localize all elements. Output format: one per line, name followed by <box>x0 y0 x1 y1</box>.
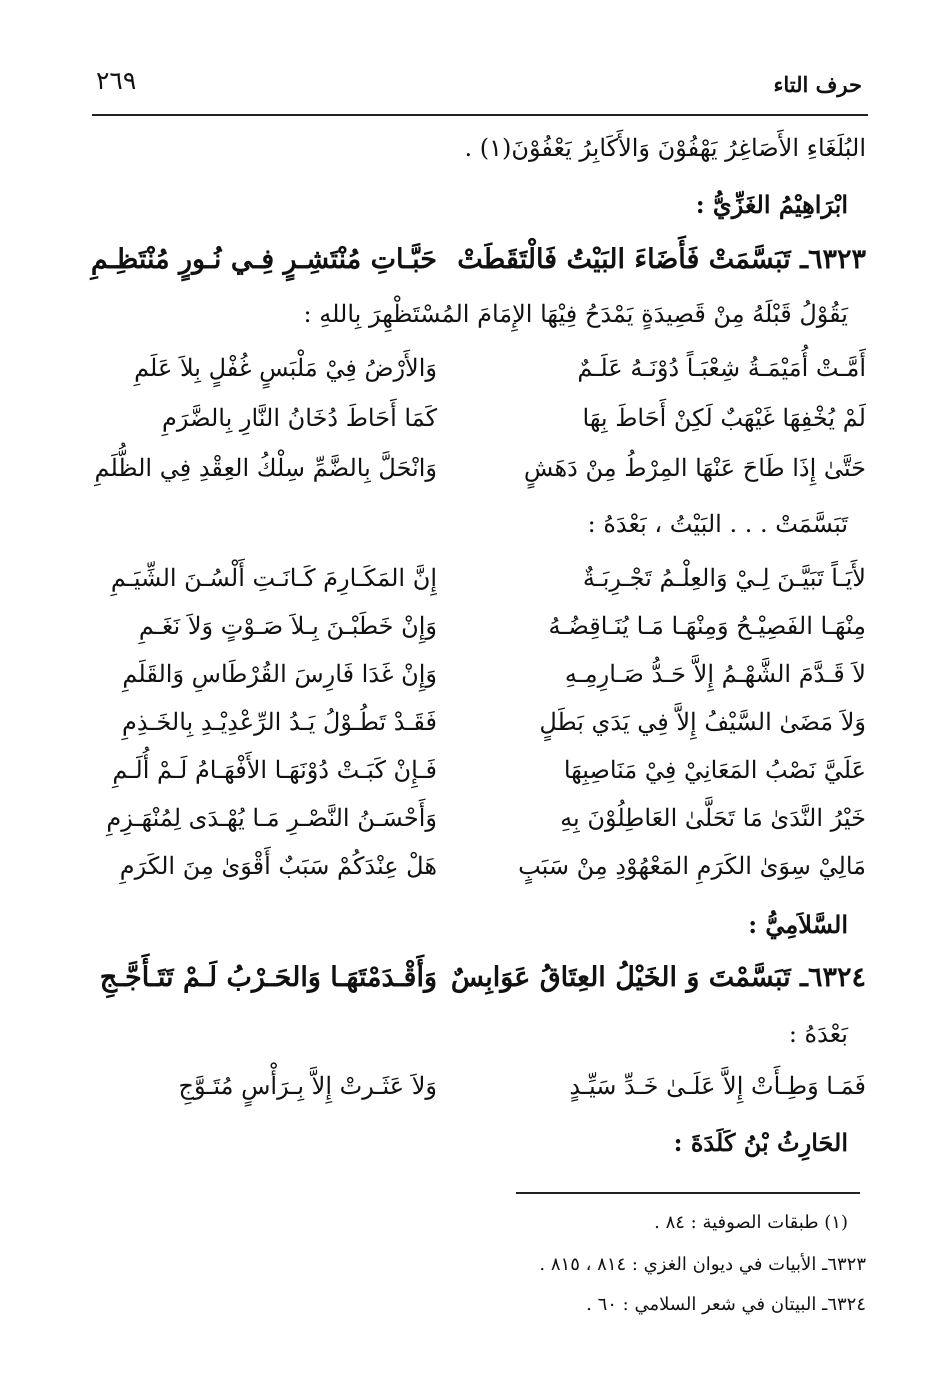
entry-6323-hemistich-1: ٦٣٢٣ـ تَبَسَّمَتْ فَأَضَاءَ البَيْتُ فَالْتَقَطَتْ <box>457 244 866 275</box>
entry-6324-hemistich-1: ٦٣٢٤ـ تَبَسَّمْتَ وَ الخَيْلُ العِتَاقُ عَوَابِسٌ <box>450 962 866 993</box>
footnote: (١) طبقات الصوفية : ٨٤ . <box>654 1212 848 1233</box>
verse-hemistich-1: خَيْرُ النَّدَىٰ مَا تَحَلَّىٰ العَاطِلُوْنَ بِهِ <box>560 804 866 832</box>
verse-row <box>92 454 866 494</box>
verse-hemistich-1: عَلَيَّ نَصْبُ المَعَانِيْ فِيْ مَنَاصِبِهَا <box>563 756 866 784</box>
entry-6323-hemistich-2: حَبَّـاتِ مُنْتَشِـرٍ فِـي نُـورٍ مُنْتَظِـمِ <box>90 244 437 275</box>
verse-hemistich-1: فَمَـا وَطِـأَتْ إِلاَّ عَلَـىٰ خَـدِّ سَيِّـدٍ <box>569 1072 866 1100</box>
verse-row <box>92 404 866 444</box>
verse-hemistich-2: كَمَا أَحَاطَ دُخَانُ النَّارِ بِالضَّرَمِ <box>162 404 437 432</box>
verse-hemistich-1: مِنْهَـا الفَصِيْـحُ وَمِنْهَـا مَـا يُنَـاقِضُـهُ <box>548 612 866 640</box>
verse-hemistich-2: هَلْ عِنْدَكُمْ سَبَبٌ أَقْوَىٰ مِنَ الكَرَمِ <box>119 852 437 880</box>
verse-hemistich-2: إِنَّ المَكَـارِمَ كَـانَـتِ أَلْسُـنَ الشِّيَـمِ <box>110 564 437 592</box>
entry-6323 <box>92 244 866 284</box>
intro-6323: يَقُوْلُ قَبْلَهُ مِنْ قَصِيدَةٍ يَمْدَحُ فِيْهَا الإِمَامَ المُسْتَظْهِرَ بِاللهِ : <box>303 300 848 328</box>
verse-row <box>92 1072 866 1112</box>
verse-hemistich-2: وَأَحْسَـنُ النَّصْـرِ مَـا يُهْـدَى لِمُنْهَـزِمِ <box>106 804 437 832</box>
verse-hemistich-2: فَـإِنْ كَبَـتْ دُوْنَهَـا الأَفْهَـامُ لَـمْ أُلَـمِ <box>112 756 437 784</box>
entry-6324-hemistich-2: وَأَقْـدَمْتَهَـا وَالحَـرْبُ لَـمْ تَتَـأَجَّـجِ <box>99 962 437 993</box>
verse-hemistich-1: أَمَّـتْ أُمَيْمَـةُ شِعْبَـاً دُوْنَـهُ عَلَـمٌ <box>577 354 866 382</box>
poet-heading-harith: الحَارِثُ بْنُ كَلَدَةَ : <box>673 1128 848 1157</box>
after-6324-note: بَعْدَهُ : <box>788 1020 848 1048</box>
after-note: تَبَسَّمَتْ . . . البَيْتُ ، بَعْدَهُ : <box>587 510 848 538</box>
verse-row <box>92 564 866 604</box>
verse-hemistich-2: وَإِنْ غَدَا فَارِسَ القُرْطَاسِ وَالقَلَمِ <box>122 660 437 688</box>
verse-hemistich-2: وَانْحَلَّ بِالضَّمِّ سِلْكُ العِقْدِ فِي الظُّلَمِ <box>94 454 437 482</box>
verse-row <box>92 354 866 394</box>
verse-hemistich-1: لَمْ يُخْفِهَا غَيْهَبٌ لَكِنْ أَحَاطَ بِهَا <box>582 404 866 432</box>
header-rule <box>92 114 868 116</box>
running-header-title: حرف التاء <box>773 72 862 97</box>
entry-6324 <box>92 962 866 1002</box>
verse-row <box>92 708 866 748</box>
verse-hemistich-2: وَإِنْ خَطَبْـنَ بِـلاَ صَـوْتٍ وَلاَ نَغَـمِ <box>138 612 437 640</box>
verse-hemistich-1: لأَيَـاً تَبَيَّـنَ لِـيْ وَالعِلْـمُ تَجْـرِبَـةٌ <box>582 564 866 592</box>
verse-row <box>92 660 866 700</box>
verse-hemistich-1: لاَ قَـدَّمَ الشَّهْـمُ إِلاَّ حَـدُّ صَـارِمِـهِ <box>564 660 866 688</box>
footnote: ٦٣٢٣ـ الأبيات في ديوان الغزي : ٨١٤ ، ٨١٥ . <box>539 1254 866 1275</box>
verse-hemistich-1: وَلاَ مَضَىٰ السَّيْفُ إِلاَّ فِي يَدَي بَطَلٍ <box>539 708 866 736</box>
opening-line: البُلَغَاءِ الأَصَاغِرُ يَهْفُوْنَ وَالأَكَابِرُ يَعْفُوْنَ(١) . <box>464 134 866 162</box>
footnote: ٦٣٢٤ـ البيتان في شعر السلامي : ٦٠ . <box>586 1294 866 1315</box>
page-number: ٢٦٩ <box>96 66 137 95</box>
verse-hemistich-1: حَتَّىٰ إِذَا طَاحَ عَنْهَا المِرْطُ مِنْ دَهَشٍ <box>523 454 866 482</box>
poet-heading-ghazzi: ابْرَاهِيْمُ الغَزِّيُّ : <box>695 190 848 219</box>
verse-hemistich-2: فَقَـدْ تَطُـوْلُ يَـدُ الرِّعْدِيْـدِ بِالخَـذِمِ <box>121 708 437 736</box>
poet-heading-salami: السَّلاَمِيُّ : <box>748 910 848 939</box>
verse-row <box>92 612 866 652</box>
verse-row <box>92 804 866 844</box>
footnote-rule <box>516 1192 860 1194</box>
verse-hemistich-2: وَلاَ عَثَـرتْ إِلاَّ بِـرَأْسٍ مُتَـوَّجِ <box>178 1072 437 1100</box>
verse-hemistich-1: مَالِيْ سِوَىٰ الكَرَمِ المَعْهُوْدِ مِنْ سَبَبٍ <box>518 852 866 880</box>
verse-row <box>92 756 866 796</box>
verse-row <box>92 852 866 892</box>
verse-hemistich-2: وَالأَرْضُ فِيْ مَلْبَسٍ غُفْلٍ بِلاَ عَلَمِ <box>134 354 437 382</box>
